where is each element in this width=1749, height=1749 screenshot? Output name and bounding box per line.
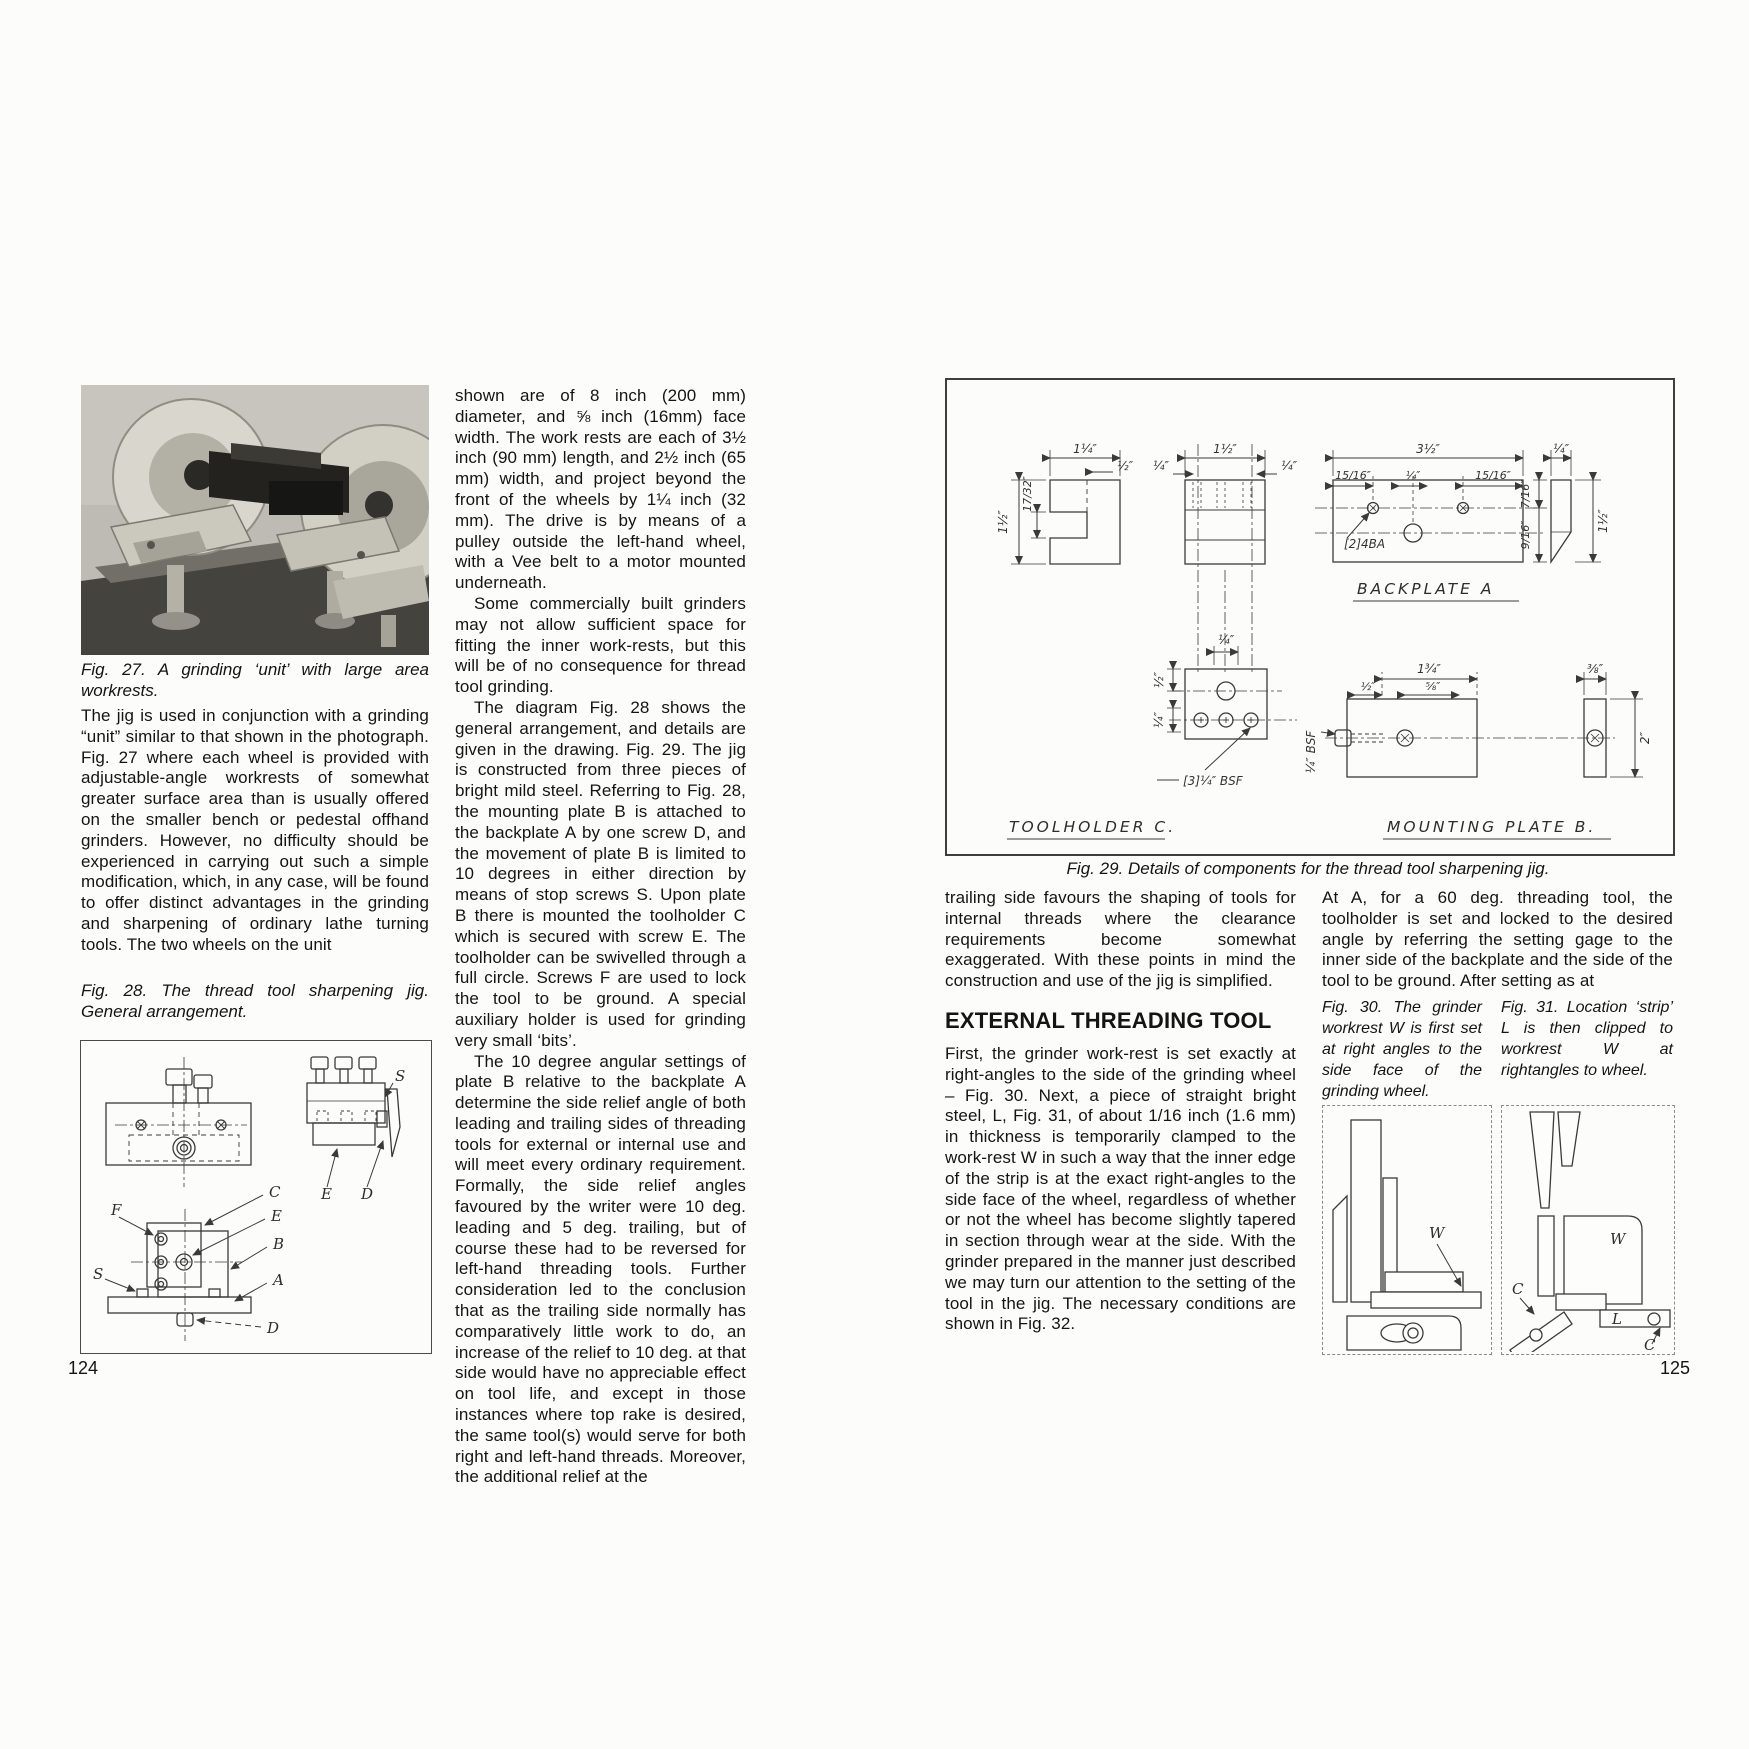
jig-general-arrangement-drawing (81, 1041, 431, 1353)
dim-backplate-d1: 15/16″ (1335, 469, 1371, 482)
fig31-label-c-left: C (1512, 1280, 1524, 1298)
dim-th-front-height: 1½″ (996, 510, 1010, 534)
dim-backplate-d3: 15/16″ (1475, 469, 1511, 482)
fig28-label-f: F (111, 1201, 122, 1219)
dim-th-bottom-top: ¼″ (1217, 633, 1235, 647)
fig28-label-a: A (273, 1271, 284, 1289)
dim-backplate-width: 3½″ (1416, 442, 1440, 456)
left-column1-paragraph: The jig is used in conjunction with a grinding “unit” similar to that shown in the photograph. Fig. 27 where each wheel is provided with adjustable-angle workrests of somewhat greater surface area than is usually offered on the smaller bench or pedestal offhand grinders. However, no difficulty should be experienced in carrying out such a simple modification, which, in any case, will be found to offer distinct advantages in the grinding and sharpening of ordinary lathe turning tools. The two wheels on the unit (81, 706, 429, 954)
dim-backplate-d2: ¼″ (1405, 469, 1421, 482)
fig31-location-strip-drawing (1501, 1105, 1675, 1355)
section-heading: EXTERNAL THREADING TOOL (945, 1007, 1272, 1033)
fig31-label-w: W (1610, 1230, 1626, 1248)
fig27-grinder-photo (81, 385, 429, 655)
backplate-view-label: BACKPLATE A (1357, 580, 1495, 598)
fig28-label-d-side: D (361, 1185, 374, 1203)
left-column2 (455, 386, 746, 1488)
dim-th-bottom-d2: ¼″ (1152, 711, 1166, 729)
dim-th-side-left: ¼″ (1152, 459, 1169, 473)
dim-th-front-slot: ½″ (1117, 459, 1134, 473)
fig29-components-drawing (945, 378, 1675, 856)
dim-th-bottom-d1: ½″ (1152, 671, 1166, 689)
fig31-label-c-right: C (1644, 1336, 1656, 1352)
dim-th-side-width: 1½″ (1213, 442, 1237, 456)
right-column1 (945, 888, 1296, 1335)
thread-tool-jig-details-drawing (947, 380, 1673, 854)
dim-backplate-edge: ¼″ (1552, 442, 1570, 456)
dim-mounting-edge: ⅜″ (1586, 662, 1604, 676)
fig30-label-w: W (1429, 1224, 1445, 1242)
paragraph: First, the grinder work-rest is set exactly at right-angles to the side of the grinding wheel – Fig. 30. Next, a piece of straight bright steel, L, Fig. 31, of about 1/16 inch (1.6 mm) in thickness is temporarily clamped to the work-rest W in such a way that the inner edge of the strip is at the exact right-angles to the side face of the wheel, regardless of whether or not the wheel has become slightly tapered in section through wear at the side. With the grinder prepared in the manner just described we may turn our attention to the setting of the tool in the jig. The necessary conditions are shown in Fig. 32. (945, 1043, 1296, 1334)
right-column2 (1322, 888, 1673, 992)
dim-mounting-d1: ½″ (1360, 680, 1376, 693)
fig31-caption: Fig. 31. Location ‘strip’ L is then clipped to workrest W at rightangles to wheel. (1501, 999, 1673, 1079)
fig30-caption: Fig. 30. The grinder workrest W is first set at right angles to the side face of the grinding wheel. (1322, 999, 1482, 1100)
workrest-setup-drawing (1323, 1106, 1489, 1352)
fig30-workrest-drawing (1322, 1105, 1492, 1355)
dim-mounting-height: 2″ (1638, 731, 1652, 745)
fig28-label-e: E (271, 1207, 282, 1225)
page-number-left: 124 (68, 1358, 99, 1378)
fig28-label-d: D (267, 1319, 280, 1337)
fig28-jig-drawing (80, 1040, 432, 1354)
paragraph: Some commercially built grinders may not allow sufficient space for fitting the inner work-rests, but this will be of no consequence for thread tool grinding. (455, 593, 746, 697)
paragraph: At A, for a 60 deg. threading tool, the toolholder is set and locked to the desired angle by referring the setting gage to the inner side of the backplate and the side of the tool to be ground. After setting as at (1322, 888, 1673, 991)
dim-th-bottom-leader: [3]¼″ BSF (1183, 774, 1243, 788)
paragraph: shown are of 8 inch (200 mm) diameter, and ⅝ inch (16mm) face width. The work rests are each of 3½ inch (90 mm) length, and 2½ inch (65 mm) width, and project beyond the front of the wheels by 1¼ inch (32 mm). The drive is by means of a pulley outside the left-hand wheel, with a Vee belt to a motor mounted underneath. (455, 386, 746, 593)
mounting-plate-view-label: MOUNTING PLATE B. (1387, 818, 1597, 836)
dim-mounting-bsf: ¼″ BSF (1304, 730, 1318, 774)
paragraph: The 10 degree angular settings of plate B relative to the backplate A determine the side relief angle of both leading and trailing sides of threading tools for external or internal use and will meet every ordinary requirement. Formally, the side relief angles favoured by the writer were 10 deg. leading and 5 deg. trailing, but of course these had to be reversed for left-hand threading tools. Further consideration led to the conclusion that as the trailing side normally has comparatively little work to do, an increase of the relief to 10 deg. at that side would have no appreciable effect on tool life, and except in those instances where top rake is desired, the same tool(s) would serve for both right and left-hand threads. Moreover, the additional relief at the (455, 1051, 746, 1487)
fig28-label-s: S (93, 1265, 104, 1283)
dim-th-front-notch: 17/32″ (1021, 476, 1034, 512)
dim-mounting-d2: ⅝″ (1425, 680, 1441, 693)
fig28-caption: Fig. 28. The thread tool sharpening jig. General arrangement. (81, 981, 429, 1021)
toolholder-view-label: TOOLHOLDER C. (1009, 818, 1177, 836)
dim-th-front-width: 1¼″ (1073, 442, 1097, 456)
fig28-label-c: C (269, 1183, 281, 1201)
dim-backplate-e1: 7/16″ (1519, 479, 1532, 509)
location-strip-setup-drawing (1502, 1106, 1672, 1352)
fig31-label-l: L (1612, 1310, 1622, 1328)
dim-th-side-right: ¼″ (1281, 459, 1298, 473)
fig28-label-s-side: S (395, 1067, 406, 1085)
grinding-unit-photo-illustration (81, 385, 429, 655)
fig28-label-b: B (273, 1235, 285, 1253)
paragraph: The diagram Fig. 28 shows the general arrangement, and details are given in the drawing. Fig. 29. The jig is constructed from three pieces of bright mild steel. Referring to Fig. 28, the mounting plate B is attached to the backplate A by one screw D, and the movement of plate B is limited to 10 degrees in either direction by means of stop screws S. Upon plate B there is mounted the toolholder C which is secured with screw E. The toolholder can be swivelled through a full circle. Screws F are used to lock the tool to be ground. A special auxiliary holder is used for grinding very small ‘bits’. (455, 697, 746, 1050)
dim-mounting-width: 1¾″ (1417, 662, 1441, 676)
dim-backplate-height: 1½″ (1596, 509, 1610, 533)
paragraph: trailing side favours the shaping of tools for internal threads where the clearance requirements become somewhat exaggerated. With these points in mind the construction and use of the jig is simplified. (945, 888, 1296, 991)
fig28-label-e-side: E (321, 1185, 332, 1203)
fig29-caption: Fig. 29. Details of components for the thread tool sharpening jig. (1066, 859, 1550, 878)
page-number-right: 125 (1659, 1358, 1690, 1378)
dim-backplate-e2: 9/16″ (1519, 520, 1532, 550)
dim-backplate-leader: [2]4BA (1344, 537, 1386, 551)
fig27-caption: Fig. 27. A grinding ‘unit’ with large area workrests. (81, 660, 429, 700)
